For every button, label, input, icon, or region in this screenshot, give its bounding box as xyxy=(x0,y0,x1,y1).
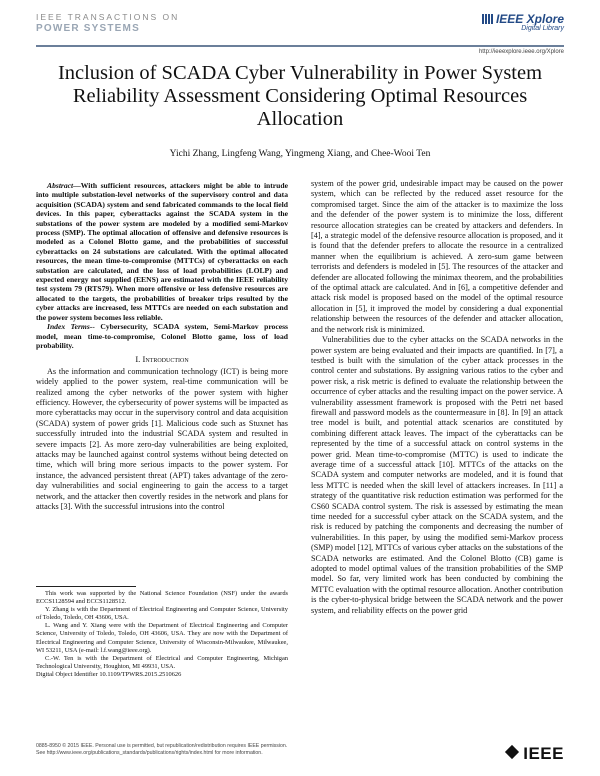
footnotes xyxy=(36,586,288,679)
journal-name-top: IEEE TRANSACTIONS ON xyxy=(36,12,180,22)
footnote-author-wang-xiang: L. Wang and Y. Xiang were with the Department of Electrical Engineering and Computer Science, University of Toledo, Toledo, OH 43606, USA. They are now with the Department of Electrical Engineering and Computer Science, University of Wisconsin-Milwaukee, Milwaukee, WI 53211, USA (e-mail: l.f.wang@ieee.org). xyxy=(36,622,288,654)
header-rule xyxy=(36,45,564,47)
abstract-label: Abstract xyxy=(47,181,74,190)
index-terms xyxy=(36,322,288,350)
footnote-author-zhang: Y. Zhang is with the Department of Electrical Engineering and Computer Science, University of Toledo, Toledo, OH 43606, USA. xyxy=(36,606,288,622)
footnote-funding: This work was supported by the National Science Foundation (NSF) under the awards ECCS1128594 and ECCS1128512. xyxy=(36,590,288,606)
left-column xyxy=(36,181,288,512)
xplore-url-link[interactable]: http://ieeexplore.ieee.org/Xplore xyxy=(478,49,564,55)
copyright-line: 0885-8950 © 2015 IEEE. Personal use is permitted, but republication/redistribution requires IEEE permission. xyxy=(36,743,288,749)
body-paragraph: Vulnerabilities due to the cyber attacks on the SCADA networks in the power system are being evaluated and their impacts are quantified. In [7], a testbed is built with the simulation of the cyber attack processes in the control center and substations. By assigning various ratios to the cyber and power risk, a risk metric is defined to evaluate the relationship between the occurrence of cyber attacks and the resulting impact on the power service. A vulnerability assessment framework is proposed with the Petri net based firewall and password models as the countermeasure in [8]. In [9] an attack tree model is built, and potential attack scenarios are constituted by combining different attack leaves. The impact of the cyberattacks can be represented by the time of a successful attack on control systems in the power grid. Mean time-to-compromise (MTTC) is used to indicate the average time of a successful attack [10]. MTTCs of the attacks on the SCADA system and computer networks are modeled, and it is found that less MTTC is needed when the skill level of attackers increases. In [11] a strategy of the quantitative risk reduction estimation was performed for the CS60 SCADA control system. The risk is assessed by estimating the mean time needed for a successful cyber attack on the SCADA system, and the risk is reduced by patching the components and decreasing the number of vulnerabilities. In this paper, by using the modified semi-Markov process (SMP) model [12], MTTCs of various cyber attacks on the substations of the SCADA networks are estimated. And the Colonel Blotto (CB) game is adopted to model optimal values of the transition probabilities of the SMP model. So far, very limited work has been conducted by combining the MTTC evaluation with the optimal resource allocation. Another contribution is the cyber-to-physical bridge between the SCADA network and the power system, and reliability effects on the power grid xyxy=(311,335,563,615)
paper-title: Inclusion of SCADA Cyber Vulnerability in Power System Reliability Assessment Considering Optimal Resources Allocation xyxy=(57,62,543,130)
rights-link[interactable]: See http://www.ieee.org/publications_standards/publications/rights/index.html for more information. xyxy=(36,749,263,756)
section-heading-introduction: I. Introduction xyxy=(135,354,189,365)
right-column xyxy=(311,179,563,616)
ieee-diamond-icon xyxy=(505,745,519,759)
index-terms-label: Index Terms xyxy=(47,322,90,332)
footnote-author-ten: C.-W. Ten is with the Department of Electrical and Computer Engineering, Michigan Technological University, Houghton, MI 49931, USA. xyxy=(36,654,288,670)
ieee-logo-text: IEEE xyxy=(523,744,564,763)
xplore-logo xyxy=(482,12,564,26)
body-paragraph: system of the power grid, undesirable impact may be caused on the power system, which can be reflected by the reduced asset resource for the compromised target. Since the aim of the attacker is to maximize the loss and the defender of the power system is to minimize the loss, different resource allocation strategies can be created by attackers and defenders. In [4], a strategic model of the defensive resource allocation is proposed, and it is found that the defender prefers to allocate the resource in a centralized manner when the equilibrium is achieved. A zero-sum game between terrorists and defenders is modeled in [5]. The resources of the attacker and defender are allocated following the minimax theorem, and the probabilities of the optimal attack are calculated. And in [6], a competitive defender and attack risk model is proposed based on the model of the optimal resource allocation in [5], it improved the model by considering a dual exponential relationship between the resources of the defender and attacker allocation, and the network risk is minimized. xyxy=(311,179,563,334)
abstract xyxy=(36,181,288,322)
xplore-branding xyxy=(482,12,564,32)
footnote-rule xyxy=(36,586,136,587)
xplore-logo-text: IEEE Xplore xyxy=(495,12,564,26)
ieee-logo xyxy=(507,744,564,764)
copyright-notice xyxy=(36,743,476,756)
abstract-text: —With sufficient resources, attackers might be able to intrude into multiple substation-level networks of the supervisory control and data acquisition (SCADA) system and send fabricated commands to the local field devices. In this paper, cyberattacks against the SCADA system in the substations of the power system are modeled by a modified semi-Markov process (SMP). The optimal allocation of offensive and defensive resources is modeled as a Colonel Blotto game, and the probabilities of successful cyberattacks on 24 substations are calculated. With the optimal allocated resources, the mean time-to-compromise (MTTCs) of cyberattacks on each substation are calculated, and the loss of load probabilities (LOLP) and expected energy not supplied (EENS) are estimated with the IEEE reliability test system 79 (RTS79). When more offensive or less defensive resources are allocated to the targets, the probabilities of breaker trips resulted by the cyber attacks are increased, less MTTCs are needed on each substation and the power system becomes less reliable. xyxy=(36,181,288,322)
xplore-logo-icon xyxy=(482,14,493,24)
footnote-doi: Digital Object Identifier 10.1109/TPWRS.2015.2510626 xyxy=(36,670,182,678)
index-terms-text: -- Cybersecurity, SCADA system, Semi-Markov process model, mean time-to-compromise, Colonel Blotto game, loss of load probability. xyxy=(36,322,288,350)
body-paragraph: As the information and communication technology (ICT) is being more widely applied to the power system, real-time communication will be realized among the cyber networks of the power system with higher efficiency. However, the cybersecurity of power systems will be impacted as more cyberattacks may occur in the supervisory control and data acquisition (SCADA) system of power grids [1]. Malicious code such as Stuxnet has successfully intruded into the industrial SCADA system and resulted in severe impacts [2]. As more zero-day vulnerabilities are being exploited, attacks may be launched against control systems without being detected on time, which will bring more serious impacts to the power system. For instance, the advanced persistent threat (APT) takes advantage of the zero-day vulnerabilities and social engineering to gain the access to a target network, and the attacker then covertly resides in the network and plans for attacks [3]. With the successful intrusions into the control xyxy=(36,366,288,511)
page-header xyxy=(36,12,564,55)
journal-name-bottom: POWER SYSTEMS xyxy=(36,23,140,34)
author-list: Yichi Zhang, Lingfeng Wang, Yingmeng Xiang, and Chee-Wooi Ten xyxy=(169,149,431,159)
xplore-subtitle: Digital Library xyxy=(521,25,564,32)
page-footer xyxy=(36,743,564,767)
